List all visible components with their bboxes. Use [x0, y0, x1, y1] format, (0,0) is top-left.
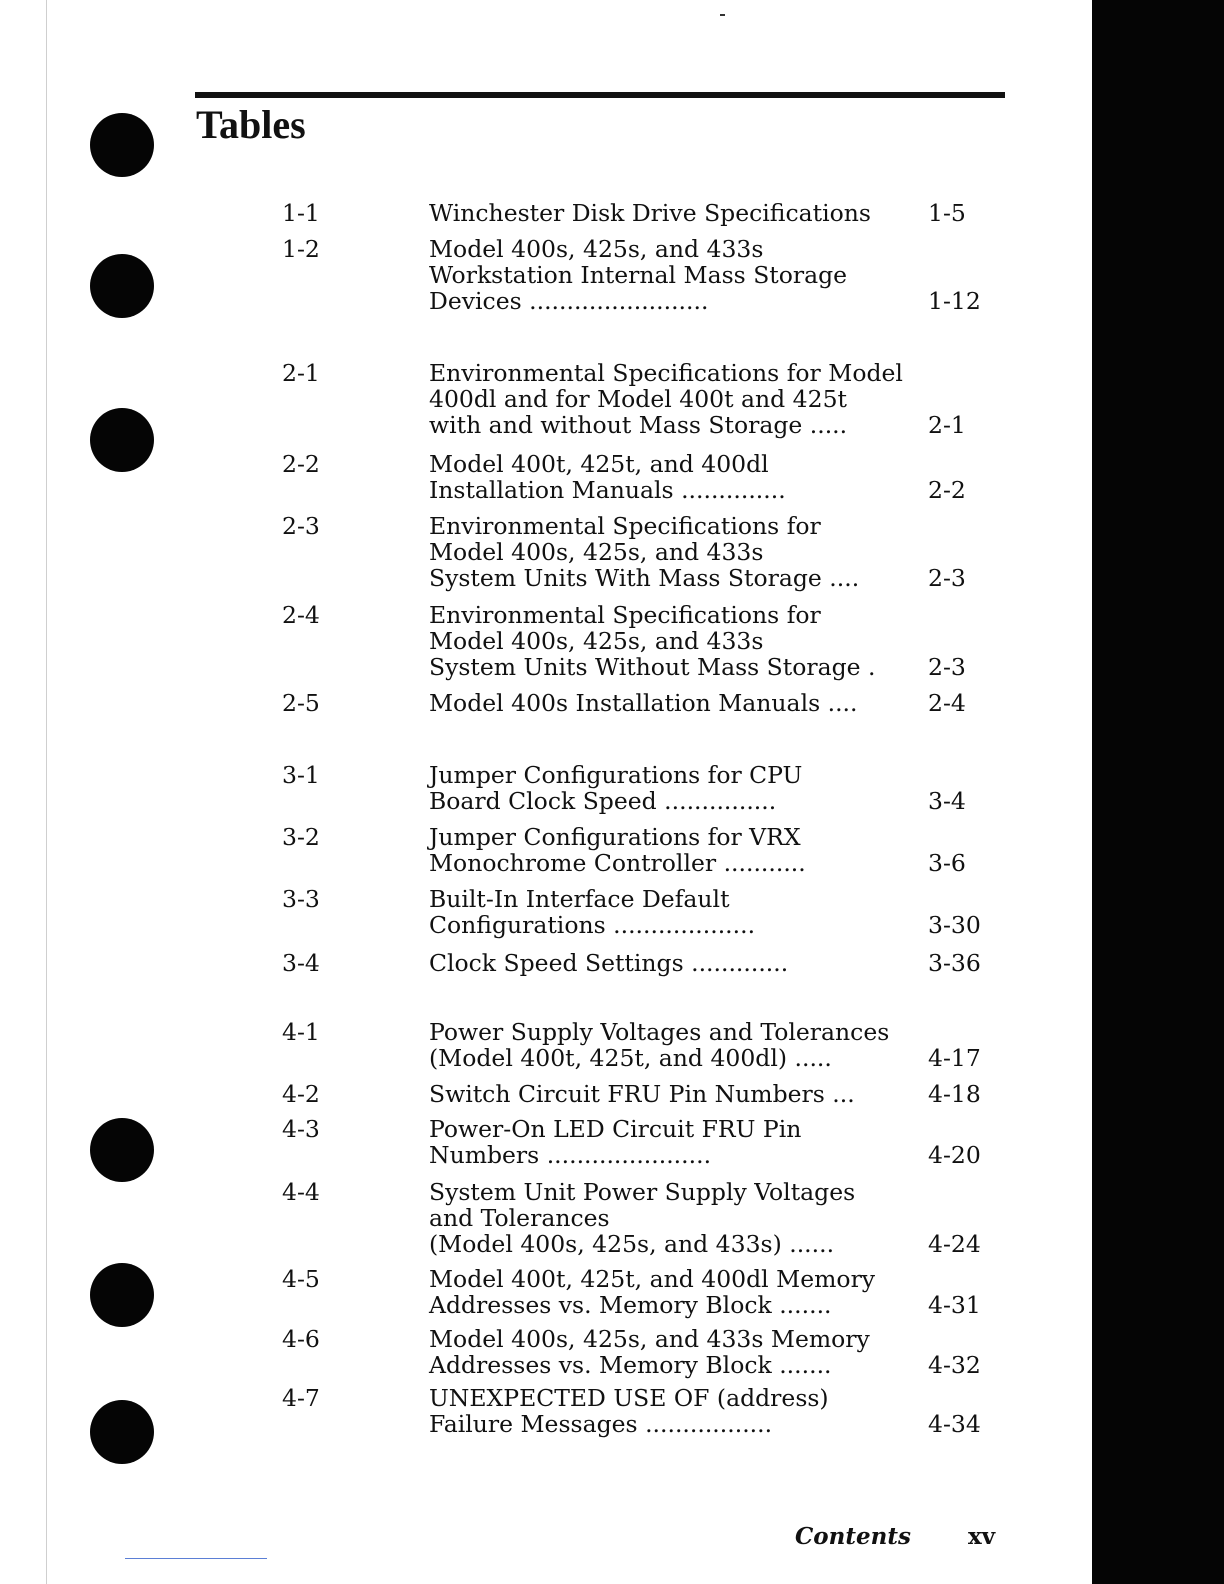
table-title-line: Model 400s, 425s, and 433s — [429, 538, 764, 566]
table-title-line: Installation Manuals .............. — [429, 476, 786, 504]
page-number: 4-34 — [928, 1410, 981, 1438]
table-title-line: Monochrome Controller ........... — [429, 849, 806, 877]
page-number: 2-3 — [928, 653, 966, 681]
table-entry — [0, 1179, 1000, 1257]
table-number: 2-3 — [282, 512, 320, 540]
table-title-line: 400dl and for Model 400t and 425t — [429, 385, 847, 413]
table-number: 2-1 — [282, 359, 320, 387]
table-number: 2-4 — [282, 601, 320, 629]
table-title — [429, 1116, 909, 1168]
table-title — [429, 886, 909, 938]
page-number: 4-20 — [928, 1141, 981, 1169]
table-title-line: Workstation Internal Mass Storage — [429, 261, 848, 289]
table-title — [429, 1326, 909, 1378]
table-title-line: Environmental Specifications for Model — [429, 359, 903, 387]
table-number: 4-6 — [282, 1325, 320, 1353]
table-title — [429, 824, 909, 876]
table-title-line: Failure Messages ................. — [429, 1410, 773, 1438]
table-title-line: Environmental Specifications for — [429, 512, 821, 540]
table-entry — [0, 1266, 1000, 1318]
table-entry — [0, 360, 1000, 438]
table-title — [429, 1385, 909, 1437]
page-number: 1-5 — [928, 199, 966, 227]
table-title — [429, 602, 909, 680]
page-title: Tables — [196, 102, 306, 147]
table-number: 3-4 — [282, 949, 320, 977]
table-number: 3-1 — [282, 761, 320, 789]
table-number: 4-1 — [282, 1018, 320, 1046]
table-title — [429, 513, 909, 591]
table-entry — [0, 451, 1000, 503]
table-title-line: Devices ........................ — [429, 287, 709, 315]
table-title-line: (Model 400t, 425t, and 400dl) ..... — [429, 1044, 832, 1072]
table-title-line: Model 400s, 425s, and 433s Memory — [429, 1325, 870, 1353]
table-title-line: Power Supply Voltages and Tolerances — [429, 1018, 890, 1046]
table-entry — [0, 236, 1000, 314]
page-number: 3-6 — [928, 849, 966, 877]
table-title — [429, 1266, 909, 1318]
table-title-line: and Tolerances — [429, 1204, 610, 1232]
page-number: 4-31 — [928, 1291, 981, 1319]
table-number: 1-1 — [282, 199, 320, 227]
table-title-line: Model 400t, 425t, and 400dl — [429, 450, 769, 478]
header-rule — [195, 92, 1005, 98]
table-title-line: Jumper Configurations for CPU — [429, 761, 803, 789]
table-entry — [0, 1081, 1000, 1107]
table-entry — [0, 950, 1000, 976]
table-number: 4-2 — [282, 1080, 320, 1108]
table-title-line: UNEXPECTED USE OF (address) — [429, 1384, 829, 1412]
table-title-line: Jumper Configurations for VRX — [429, 823, 801, 851]
table-title-line: System Unit Power Supply Voltages — [429, 1178, 856, 1206]
table-number: 2-2 — [282, 450, 320, 478]
table-title-line: Model 400t, 425t, and 400dl Memory — [429, 1265, 876, 1293]
table-title — [429, 1019, 909, 1071]
page-number: 4-18 — [928, 1080, 981, 1108]
table-title-line: Switch Circuit FRU Pin Numbers ... — [429, 1080, 855, 1108]
table-title-line: Model 400s, 425s, and 433s — [429, 235, 764, 263]
table-number: 1-2 — [282, 235, 320, 263]
table-title — [429, 690, 909, 716]
table-title-line: Addresses vs. Memory Block ....... — [429, 1351, 832, 1379]
table-title-line: Power-On LED Circuit FRU Pin — [429, 1115, 802, 1143]
table-entry — [0, 513, 1000, 591]
page-number: 1-12 — [928, 287, 981, 315]
scan-speck — [720, 14, 725, 16]
table-title-line: (Model 400s, 425s, and 433s) ...... — [429, 1230, 835, 1258]
page-number: 3-30 — [928, 911, 981, 939]
table-entry — [0, 200, 1000, 226]
table-title-line: Configurations ................... — [429, 911, 756, 939]
scan-artifact-line — [125, 1558, 267, 1559]
table-title — [429, 762, 909, 814]
table-title-line: Environmental Specifications for — [429, 601, 821, 629]
table-number: 4-7 — [282, 1384, 320, 1412]
page-number: 2-4 — [928, 689, 966, 717]
table-title — [429, 236, 909, 314]
table-entry — [0, 1385, 1000, 1437]
page-number: 4-32 — [928, 1351, 981, 1379]
table-number: 4-4 — [282, 1178, 320, 1206]
binder-hole — [90, 113, 154, 177]
table-number: 4-3 — [282, 1115, 320, 1143]
table-title — [429, 950, 909, 976]
table-number: 4-5 — [282, 1265, 320, 1293]
table-title-line: Winchester Disk Drive Specifications — [429, 199, 871, 227]
table-entry — [0, 1326, 1000, 1378]
table-title-line: Numbers ...................... — [429, 1141, 712, 1169]
footer-page-number: xv — [968, 1523, 996, 1550]
table-title-line: System Units Without Mass Storage . — [429, 653, 876, 681]
page-number: 4-17 — [928, 1044, 981, 1072]
table-number: 3-3 — [282, 885, 320, 913]
table-title-line: Model 400s, 425s, and 433s — [429, 627, 764, 655]
footer-section: Contents — [795, 1523, 911, 1550]
page-number: 2-1 — [928, 411, 966, 439]
page-number: 3-36 — [928, 949, 981, 977]
page-number: 2-2 — [928, 476, 966, 504]
table-title — [429, 1179, 909, 1257]
table-title — [429, 360, 909, 438]
table-entry — [0, 886, 1000, 938]
table-title-line: System Units With Mass Storage .... — [429, 564, 860, 592]
table-entry — [0, 824, 1000, 876]
table-number: 3-2 — [282, 823, 320, 851]
page-number: 3-4 — [928, 787, 966, 815]
page-edge-shadow — [1092, 0, 1224, 1584]
table-title-line: Built-In Interface Default — [429, 885, 730, 913]
table-title-line: Addresses vs. Memory Block ....... — [429, 1291, 832, 1319]
table-entry — [0, 602, 1000, 680]
table-entry — [0, 1116, 1000, 1168]
page-number: 2-3 — [928, 564, 966, 592]
table-title — [429, 1081, 909, 1107]
page-number: 4-24 — [928, 1230, 981, 1258]
table-entry — [0, 762, 1000, 814]
table-entry — [0, 1019, 1000, 1071]
table-title — [429, 200, 909, 226]
table-title-line: Board Clock Speed ............... — [429, 787, 777, 815]
table-title-line: with and without Mass Storage ..... — [429, 411, 848, 439]
table-title-line: Clock Speed Settings ............. — [429, 949, 789, 977]
table-entry — [0, 690, 1000, 716]
table-number: 2-5 — [282, 689, 320, 717]
table-title — [429, 451, 909, 503]
table-title-line: Model 400s Installation Manuals .... — [429, 689, 858, 717]
